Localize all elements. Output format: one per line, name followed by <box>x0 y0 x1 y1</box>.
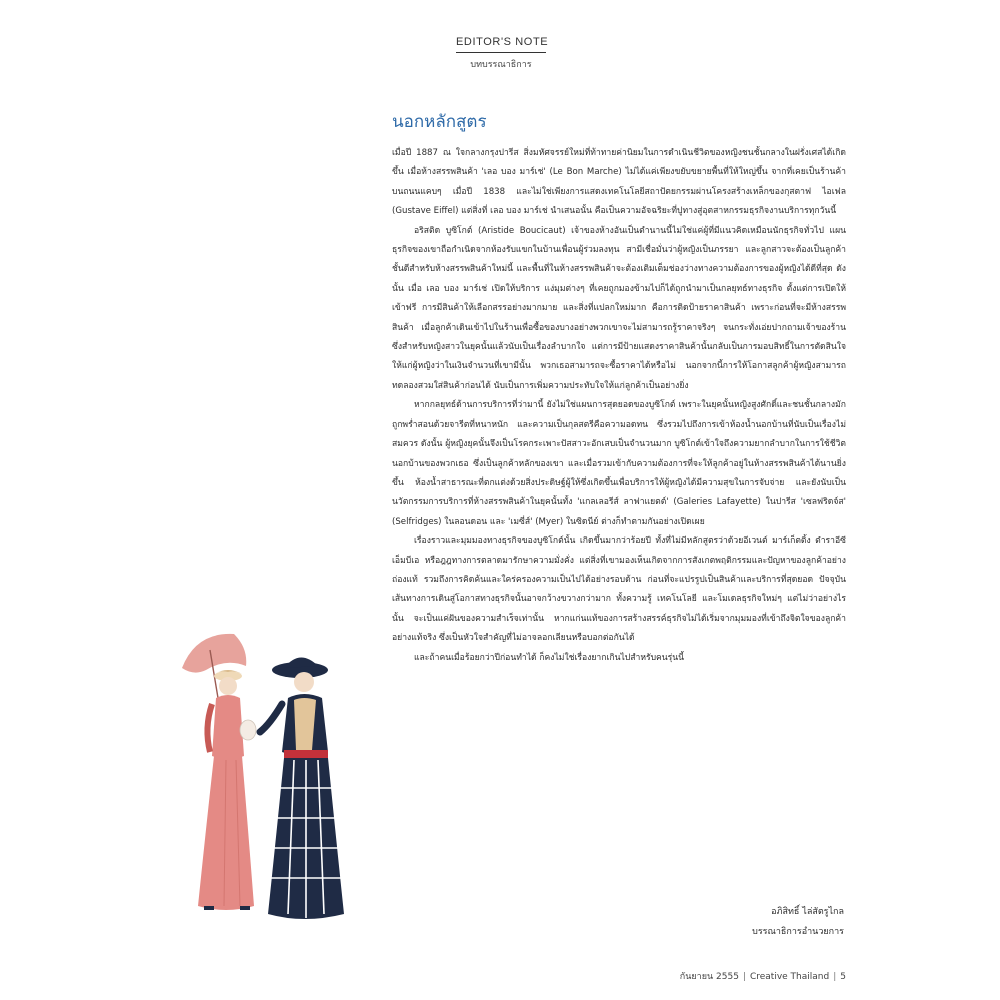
signature-name: อภิสิทธิ์ ไล่สัตรูไกล <box>771 907 844 917</box>
woman-with-parasol <box>182 634 256 910</box>
woman-in-navy-dress <box>260 657 344 919</box>
article-paragraph: เมื่อปี 1887 ณ ใจกลางกรุงปารีส สิ่งมหัศจรรย์ใหม่ที่ท้าทายค่านิยมในการดำเนินชีวิตของหญิงชนชั้นกลางในฝรั่งเศสได้เกิดขึ้น เมื่อห้างสรรพสินค้า 'เลอ บอง มาร์เช่' (Le Bon Marche) ไม่ได้แค่เพียงขยับขยายพื้นที่ให้ใหญ่ขึ้น จากที่เคยเป็นร้านค้าบนถนนแคบๆ เมื่อปี 1838 และไม่ใช่เพียงการแสดงเทคโนโลยีสถาปัตยกรรมผ่านโครงสร้างเหล็กของกุสตาฟ ไอเฟล (Gustave Eiffel) แต่สิ่งที่ เลอ บอง มาร์เช่ นำเสนอนั้น คือเป็นความอัจฉริยะที่ปูทางสู่อุตสาหกรรมธุรกิจงานบริการทุกวันนี้ <box>392 148 846 217</box>
section-subtitle: บทบรรณาธิการ <box>470 60 532 70</box>
article-title: นอกหลักสูตร <box>392 112 487 132</box>
article-body <box>392 144 846 668</box>
section-header <box>456 36 549 71</box>
article-paragraph: อริสติด บูซิโกต์ (Aristide Boucicaut) เจ้าของห้างอันเป็นตำนานนี้ไม่ใช่แค่ผู้ที่มีแนวคิดเหมือนนักธุรกิจทั่วไป แผนธุรกิจของเขาถือกำเนิดจากห้องรับแขกในบ้านเพื่อนผู้ร่วมลงทุน สามีเชื่อมั่นว่าผู้หญิงเป็นภรรยา และลูกสาวจะต้องเป็นลูกค้าชั้นดีสำหรับห้างสรรพสินค้าใหม่นี้ และพื้นที่ในห้างสรรพสินค้าจะต้องเติมเต็มช่องว่างทางความต้องการของผู้หญิงได้ดีที่สุด ดังนั้น เมื่อ เลอ บอง มาร์เช่ เปิดให้บริการ แง่มุมต่างๆ ที่เคยถูกมองข้ามไปก็ได้ถูกนำมาเป็นกลยุทธ์ทางธุรกิจ ตั้งแต่การเปิดให้เข้าฟรี การมีสินค้าให้เลือกสรรอย่างมากมาย และสิ่งที่แปลกใหม่มาก คือการติดป้ายราคาสินค้า เพราะก่อนที่จะมีห้างสรรพสินค้า เมื่อลูกค้าเดินเข้าไปในร้านเพื่อซื้อของบางอย่างพวกเขาจะไม่สามารถรู้ราคาจริงๆ จนกระทั่งเอ่ยปากถามเจ้าของร้าน ซึ่งสำหรับหญิงสาวในยุคนั้นแล้วนับเป็นเรื่องลำบากใจ แต่การมีป้ายแสดงราคาสินค้านั้นกลับเป็นการมอบสิทธิ์ในการตัดสินใจให้แก่ผู้หญิงว่าในเงินจำนวนที่เขามีนั้น พวกเธอสามารถจะซื้อราคาได้หรือไม่ นอกจากนี้การให้โอกาสลูกค้าผู้หญิงสามารถทดลองสวมใส่สินค้าก่อนได้ นับเป็นการเพิ่มความประทับใจให้แก่ลูกค้าเป็นอย่างยิ่ง <box>392 225 846 391</box>
footer-issue: กันยายน 2555 <box>679 972 739 982</box>
parasol-icon <box>182 634 246 673</box>
page-footer <box>680 969 846 983</box>
footer-separator: | <box>833 972 837 982</box>
section-kicker: EDITOR'S NOTE <box>456 36 546 53</box>
page-number: 5 <box>840 972 846 982</box>
signature-role: บรรณาธิการอำนวยการ <box>752 927 844 937</box>
article-paragraph: เรื่องราวและมุมมองทางธุรกิจของบูซิโกต์นั้น เกิดขึ้นมากว่าร้อยปี ทั้งที่ไม่มีหลักสูตรว่าด้วยอีเวนต์ มาร์เก็ตติ้ง ตำราอีซีเอ็มบีเอ หรือฎฎทางการตลาดมารักษาความมั่งคั่ง แต่สิ่งที่เขามองเห็นเกิดจากการสังเกตพฤติกรรมและปัญหาของลูกค้าอย่างถ่องแท้ รวมถึงการคิดค้นและใคร่ครองความเป็นไปได้อย่างรอบด้าน ก่อนที่จะแปรรูปเป็นสินค้าและบริการที่สุดยอด ปัจจุบันเส้นทางการเดินสู่โอกาสทางธุรกิจนั้นอาจกว้างขวางกว่ามาก ทั้งความรู้ เทคโนโลยี และโมเดลธุรกิจใหม่ๆ แต่ไม่ว่าอย่างไรนั้น จะเป็นแค่ฝันของความสำเร็จเท่านั้น หากแก่นแท้ของการสร้างสรรค์ธุรกิจไม่ได้เริ่มจากมุมมองที่เข้าถึงจิตใจของลูกค้าอย่างแท้จริง ซึ่งเป็นหัวใจสำคัญที่ไม่อาจลอกเลียนหรือบอกต่อกันได้ <box>392 536 846 644</box>
footer-separator: | <box>742 972 746 982</box>
signature-block <box>752 902 844 942</box>
footer-magazine: Creative Thailand <box>749 972 830 982</box>
article-paragraph: และถ้าคนเมื่อร้อยกว่าปีก่อนทำได้ ก็คงไม่ใช่เรื่องยากเกินไปสำหรับคนรุ่นนี้ <box>414 652 685 663</box>
article-paragraph: หากกลยุทธ์ด้านการบริการที่ว่ามานี้ ยังไม่ใช่แผนการสุดยอดของบูซิโกต์ เพราะในยุคนั้นหญิงสูงศักดิ์และชนชั้นกลางมักถูกพร่ำสอนด้วยจารีตที่หนาหนัก และความเป็นกุลสตรีคือความอดทน ซึ่งรวมไปถึงการเข้าห้องน้ำนอกบ้านที่นับเป็นเรื่องไม่สมควร ดังนั้น ผู้หญิงยุคนั้นจึงเป็นโรคกระเพาะปัสสาวะอักเสบเป็นจำนวนมาก บูซิโกต์เข้าใจถึงความยากลำบากในการใช้ชีวิตนอกบ้านของพวกเธอ ซึ่งเป็นลูกค้าหลักของเขา และเมื่อรวมเข้ากับความต้องการที่จะให้ลูกค้าอยู่ในห้างสรรพสินค้าได้นานยิ่งขึ้น ห้องน้ำสาธารณะที่ตกแต่งด้วยสิ่งประดิษฐ์ผู้ให้ซึ่งเกิดขึ้นเพื่อบริการให้ผู้หญิงได้มีความสุขในการจับจ่าย และยังนับเป็นนวัตกรรมการบริการที่ห้างสรรพสินค้าในยุคนั้นทั้ง 'แกลเลอรีส์ ลาฟาแยตต์' (Galeries Lafayette) ในปารีส 'เซลฟริดจ์ส' (Selfridges) ในลอนดอน และ 'เมซี่ส์' (Myer) ในซิดนีย์ ต่างก็ทำตามกันอย่างเปิดเผย <box>392 400 846 527</box>
victorian-women-illustration <box>176 628 356 928</box>
